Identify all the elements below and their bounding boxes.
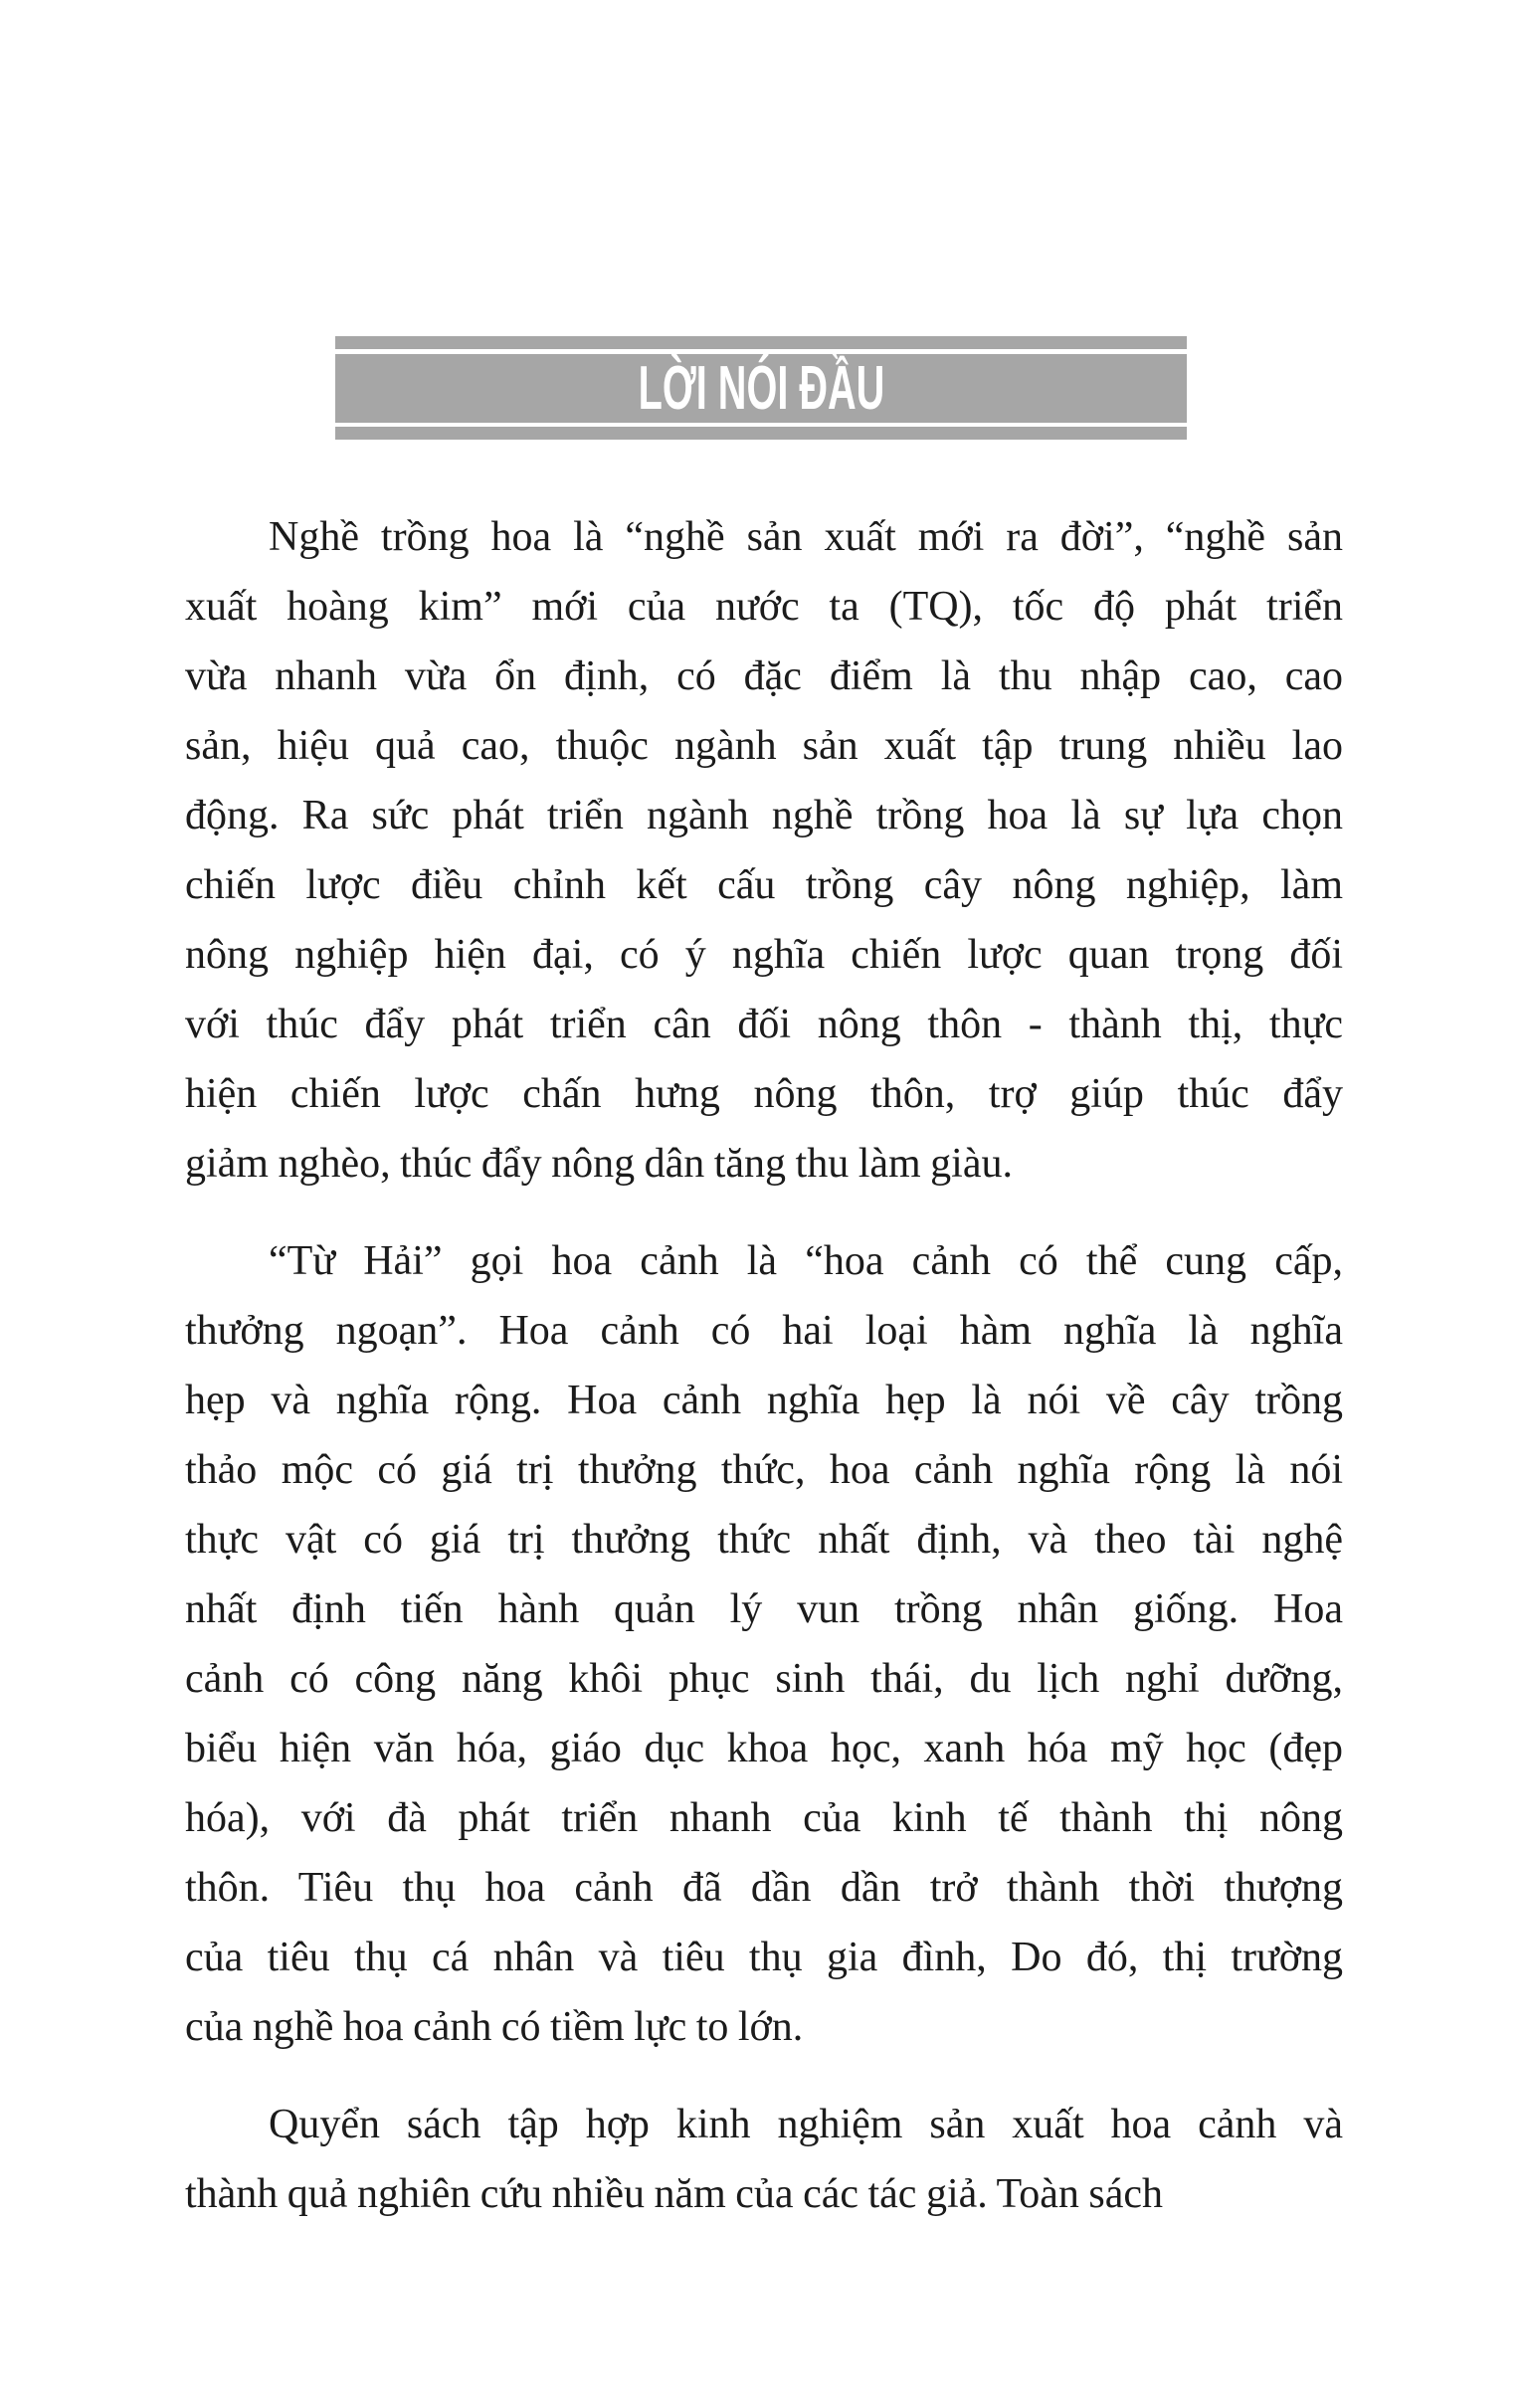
- text-line: hiện chiến lược chấn hưng nông thôn, trợ giúp thúc đẩy: [185, 1071, 1343, 1117]
- text-line: thôn. Tiêu thụ hoa cảnh đã dần dần trở thành thời thượng: [185, 1865, 1343, 1911]
- text-line: cảnh có công năng khôi phục sinh thái, du lịch nghỉ dưỡng,: [185, 1656, 1343, 1702]
- banner-top-strip: [335, 336, 1187, 349]
- text-line: hóa), với đà phát triển nhanh của kinh tế thành thị nông: [185, 1795, 1343, 1841]
- paragraph: [185, 502, 1343, 1199]
- text-line: vừa nhanh vừa ổn định, có đặc điểm là thu nhập cao, cao: [185, 653, 1343, 699]
- text-line: chiến lược điều chỉnh kết cấu trồng cây nông nghiệp, làm: [185, 862, 1343, 908]
- text-line: Nghề trồng hoa là “nghề sản xuất mới ra đời”, “nghề sản: [269, 514, 1343, 560]
- text-line: sản, hiệu quả cao, thuộc ngành sản xuất tập trung nhiều lao: [185, 723, 1343, 769]
- text-line: thảo mộc có giá trị thưởng thức, hoa cảnh nghĩa rộng là nói: [185, 1447, 1343, 1493]
- preface-body-text: [185, 502, 1343, 2229]
- text-line: của nghề hoa cảnh có tiềm lực to lớn.: [185, 2004, 804, 2050]
- section-banner: [335, 336, 1187, 440]
- banner-title-bar: [335, 354, 1187, 423]
- text-line: xuất hoàng kim” mới của nước ta (TQ), tốc độ phát triển: [185, 584, 1343, 630]
- text-line: thành quả nghiên cứu nhiều năm của các tác giả. Toàn sách: [185, 2171, 1163, 2217]
- text-line: thưởng ngoạn”. Hoa cảnh có hai loại hàm nghĩa là nghĩa: [185, 1308, 1343, 1354]
- text-line: Quyển sách tập hợp kinh nghiệm sản xuất hoa cảnh và: [269, 2102, 1343, 2147]
- text-line: nông nghiệp hiện đại, có ý nghĩa chiến lược quan trọng đối: [185, 932, 1343, 978]
- text-line: hẹp và nghĩa rộng. Hoa cảnh nghĩa hẹp là nói về cây trồng: [185, 1378, 1343, 1423]
- text-line: giảm nghèo, thúc đẩy nông dân tăng thu làm giàu.: [185, 1141, 1013, 1187]
- text-line: biểu hiện văn hóa, giáo dục khoa học, xanh hóa mỹ học (đẹp: [185, 1726, 1343, 1771]
- paragraph: [185, 2090, 1343, 2229]
- text-line: của tiêu thụ cá nhân và tiêu thụ gia đình, Do đó, thị trường: [185, 1935, 1343, 1980]
- text-line: thực vật có giá trị thưởng thức nhất định, và theo tài nghệ: [185, 1517, 1343, 1563]
- paragraph: [185, 1226, 1343, 2062]
- section-title: LỜI NÓI ĐẦU: [638, 354, 884, 423]
- text-line: với thúc đẩy phát triển cân đối nông thôn - thành thị, thực: [185, 1002, 1343, 1047]
- banner-bottom-strip: [335, 427, 1187, 440]
- text-line: nhất định tiến hành quản lý vun trồng nhân giống. Hoa: [185, 1586, 1343, 1632]
- text-line: “Từ Hải” gọi hoa cảnh là “hoa cảnh có thể cung cấp,: [269, 1238, 1343, 1284]
- text-line: động. Ra sức phát triển ngành nghề trồng hoa là sự lựa chọn: [185, 793, 1343, 838]
